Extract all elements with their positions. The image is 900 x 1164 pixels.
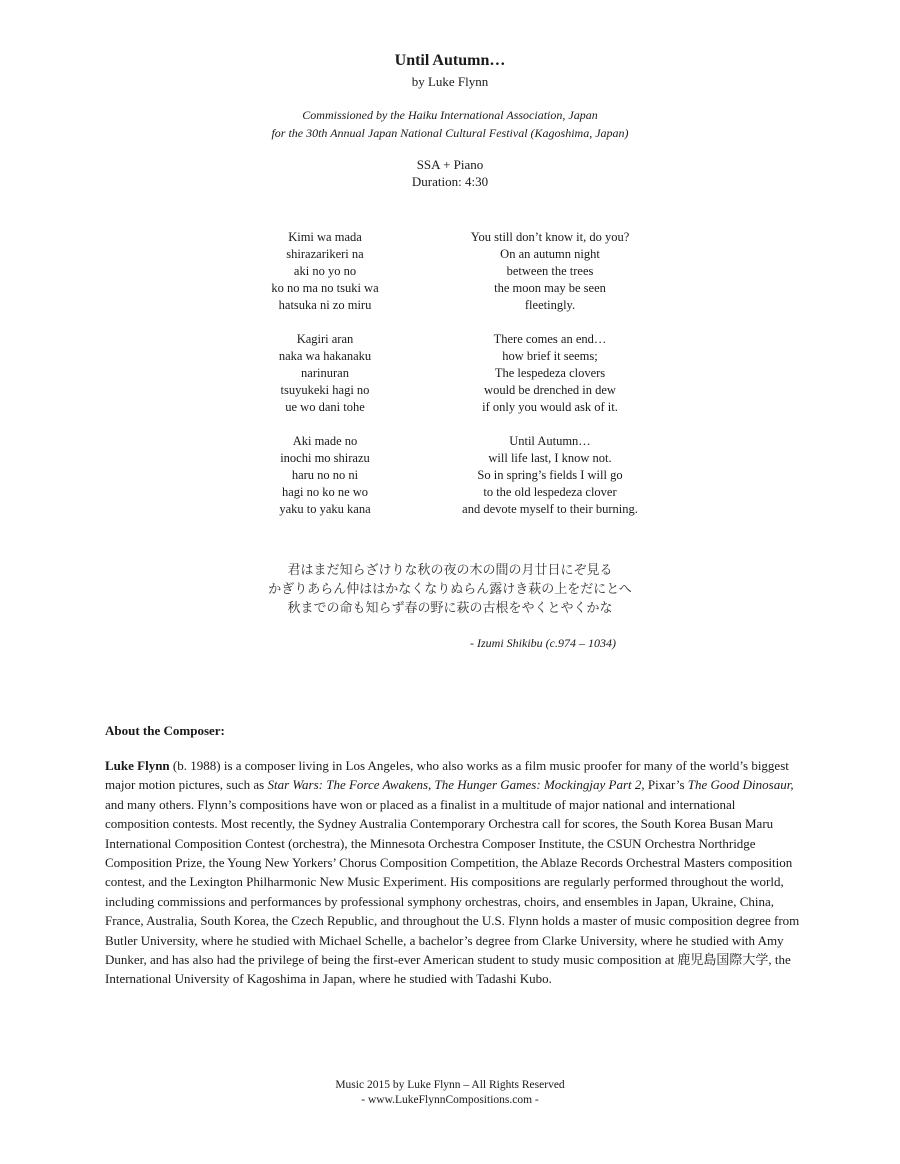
poem-line: the moon may be seen	[494, 281, 606, 295]
page-footer	[0, 1078, 900, 1108]
bio-text: (b. 1988) is a composer living in Los Angeles, who also works as a film music proofer for many of the world’s biggest major motion pictures, such as	[105, 758, 789, 793]
poem-stanza	[240, 331, 410, 416]
poem-line: would be drenched in dew	[484, 383, 616, 397]
poem-stanza	[430, 433, 670, 518]
poem-line: and devote myself to their burning.	[462, 502, 638, 516]
website-line: - www.LukeFlynnCompositions.com -	[361, 1094, 539, 1106]
bio-text: and many others. Flynn’s compositions have won or placed as a finalist in a multitude of major national and international composition contests. Most recently, the Sydney Australia Contemporary Orchestra call for scores, the South Korea Busan Maru International Composition Contest (orchestra), the Minnesota Orchestra Composer Institute, the CSUN Orchestra Northridge Composition Prize, the Young New Yorkers’ Chorus Composition Competition, the Ablaze Records Orchestral Masters composition contest, and the Lexington Philharmonic New Music Experiment. His compositions are regularly performed throughout the world, including commissions and performances by professional symphony orchestras, choirs, and ensembles in Japan, Ukraine, China, France, Australia, South Korea, the Czech Republic, and throughout the U.S. Flynn holds a master of music composition degree from Butler University, where he studied with Michael Schelle, a bachelor’s degree from Clarke University, where he studied with Amy Dunker, and has also had the privilege of being the first-ever American student to study music composition at 鹿児島国際大学, the International University of Kagoshima in Japan, where he studied with Tadashi Kubo.	[105, 796, 800, 987]
poem-stanza	[240, 433, 410, 518]
poem-line: if only you would ask of it.	[482, 400, 618, 414]
commission-line: Commissioned by the Haiku International Association, Japan	[302, 108, 598, 122]
voicing: SSA + Piano	[416, 157, 484, 172]
poem-line: narinuran	[301, 366, 349, 380]
film-title: The Good Dinosaur,	[687, 777, 794, 793]
poem-line: The lespedeza clovers	[494, 366, 606, 380]
poem-line: how brief it seems;	[502, 349, 598, 363]
poem-line: between the trees	[506, 264, 594, 278]
kanji-line: 秋までの命も知らず春の野に萩の古根をやくとやくかな	[287, 601, 613, 616]
poem-line: hagi no ko ne wo	[281, 485, 369, 499]
poem-line: Kagiri aran	[296, 332, 354, 346]
poem-line: There comes an end…	[493, 332, 607, 346]
kanji-line: 君はまだ知らざけりな秋の夜の木の間の月廿日にぞ見る	[287, 563, 613, 578]
poem-line: ko no ma no tsuki wa	[271, 281, 379, 295]
poem-stanza	[240, 229, 410, 314]
poem-line: You still don’t know it, do you?	[470, 230, 630, 244]
poem-line: Kimi wa mada	[288, 230, 362, 244]
poem-line: naka wa hakanaku	[278, 349, 372, 363]
poem-line: tsuyukeki hagi no	[280, 383, 370, 397]
poem-attribution: - Izumi Shikibu (c.974 – 1034)	[470, 636, 616, 650]
composer-name: Luke Flynn	[105, 758, 170, 773]
poem-kanji	[0, 561, 900, 618]
kanji-line: かぎりあらん仲ははかなくなりぬらん露けき萩の上をだにとへ	[268, 582, 632, 597]
composer-bio	[105, 756, 800, 989]
poem-line: On an autumn night	[500, 247, 600, 261]
poem-line: will life last, I know not.	[488, 451, 612, 465]
poem-line: Until Autumn…	[509, 434, 591, 448]
copyright-line: Music 2015 by Luke Flynn – All Rights Reserved	[335, 1079, 565, 1091]
poem-romaji-column	[240, 229, 410, 535]
poem-line: Aki made no	[292, 434, 358, 448]
poem-line: to the old lespedeza clover	[483, 485, 617, 499]
composer-byline: by Luke Flynn	[411, 74, 489, 89]
piece-title: Until Autumn…	[394, 52, 506, 69]
poem-line: yaku to yaku kana	[279, 502, 371, 516]
bio-text: Pixar’s	[644, 777, 688, 793]
poem-line: inochi mo shirazu	[280, 451, 370, 465]
poem-line: fleetingly.	[524, 298, 576, 312]
voicing-info	[0, 156, 900, 190]
poem-line: So in spring’s fields I will go	[477, 468, 623, 482]
poem-english-column	[430, 229, 670, 535]
poem-stanza	[430, 229, 670, 314]
about-heading: About the Composer:	[105, 723, 225, 738]
poem-line: shirazarikeri na	[286, 247, 364, 261]
duration: Duration: 4:30	[411, 174, 489, 189]
poem-line: haru no no ni	[291, 468, 359, 482]
commission-line: for the 30th Annual Japan National Cultural Festival (Kagoshima, Japan)	[271, 126, 629, 140]
poem-stanza	[430, 331, 670, 416]
poem-line: ue wo dani tohe	[285, 400, 365, 414]
film-titles: Star Wars: The Force Awakens, The Hunger Games: Mockingjay Part 2,	[267, 777, 645, 793]
poem-line: aki no yo no	[293, 264, 357, 278]
commission-note	[0, 106, 900, 142]
poem-line: hatsuka ni zo miru	[278, 298, 372, 312]
